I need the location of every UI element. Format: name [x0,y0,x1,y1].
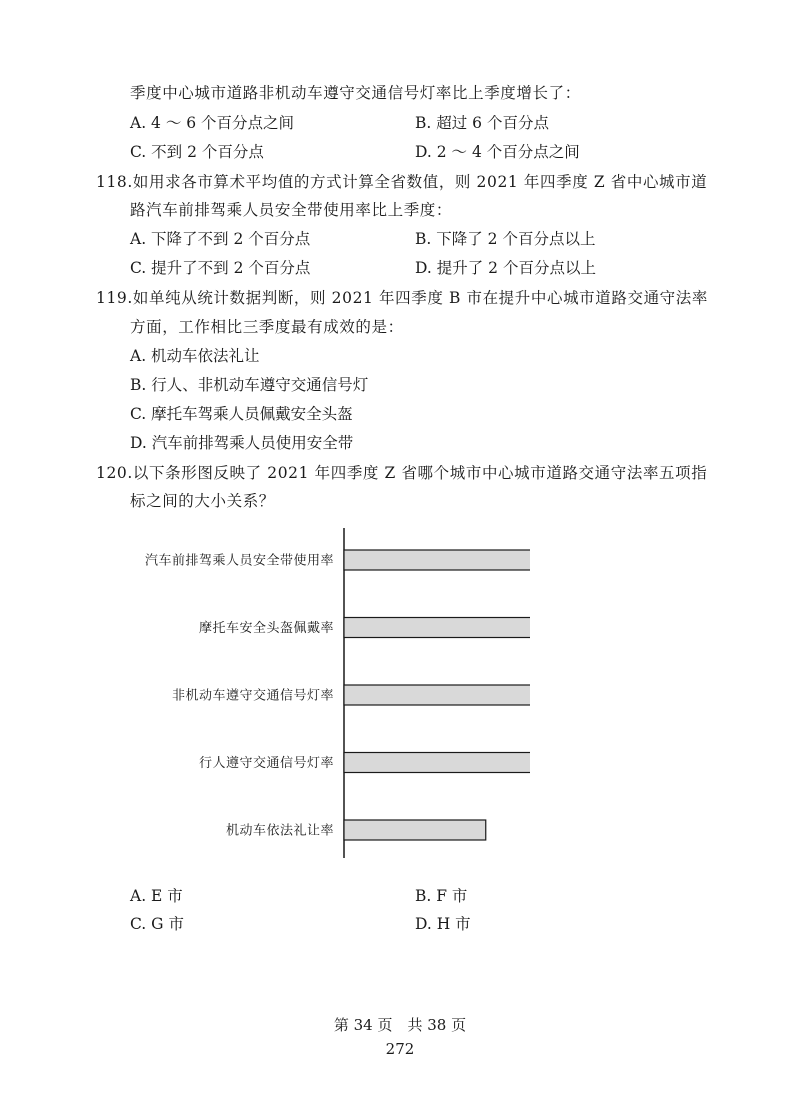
q119-stem-line2: 方面，工作相比三季度最有成效的是： [130,318,404,336]
bar-5 [344,820,486,840]
bar-4 [344,753,530,773]
bar-label-1: 汽车前排驾乘人员安全带使用率 [144,553,334,569]
q118-stem-line2: 路汽车前排驾乘人员安全带使用率比上季度： [130,201,453,219]
page-info: 第 34 页 共 38 页 [333,1016,467,1034]
q119-option-c[interactable]: C. 摩托车驾乘人员佩戴安全头盔 [130,405,353,423]
bar-label-5: 机动车依法礼让率 [225,823,334,839]
q118-option-c[interactable]: C. 提升了不到 2 个百分点 [130,259,311,277]
q119-number: 119. [96,289,133,307]
bar-1 [344,550,530,570]
q120-stem-line2: 标之间的大小关系？ [130,492,275,510]
q118-option-d[interactable]: D. 提升了 2 个百分点以上 [415,259,596,277]
q119-option-a[interactable]: A. 机动车依法礼让 [130,347,260,365]
q119-stem-text1: 如单纯从统计数据判断，则 2021 年四季度 B 市在提升中心城市道路交通守法率 [132,289,708,307]
q120-option-c[interactable]: C. G 市 [130,915,184,933]
q120-stem-line1 [96,463,707,483]
q120-stem-text1: 以下条形图反映了 2021 年四季度 Z 省哪个城市中心城市道路交通守法率五项指 [132,464,708,482]
q117-option-a[interactable]: A. 4 ～ 6 个百分点之间 [130,114,295,132]
q117-option-b[interactable]: B. 超过 6 个百分点 [415,114,549,132]
q118-option-b[interactable]: B. 下降了 2 个百分点以上 [415,230,596,248]
q117-option-d[interactable]: D. 2 ～ 4 个百分点之间 [415,143,580,161]
q120-number: 120. [96,464,133,482]
bar-2 [344,618,530,638]
q119-option-b[interactable]: B. 行人、非机动车遵守交通信号灯 [130,376,369,394]
q119-option-d[interactable]: D. 汽车前排驾乘人员使用安全带 [130,434,354,452]
q118-stem-line1 [96,172,707,192]
bar-label-3: 非机动车遵守交通信号灯率 [171,688,334,704]
q118-number: 118. [96,173,133,191]
q118-option-a[interactable]: A. 下降了不到 2 个百分点 [130,230,311,248]
page-number: 272 [385,1040,415,1058]
q118-stem-text1: 如用求各市算术平均值的方式计算全省数值，则 2021 年四季度 Z 省中心城市道 [132,173,708,191]
bar-label-2: 摩托车安全头盔佩戴率 [198,621,334,636]
q117-stem-tail: 季度中心城市道路非机动车遵守交通信号灯率比上季度增长了： [130,84,581,102]
q120-bar-chart [110,520,530,865]
q120-option-b[interactable]: B. F 市 [415,887,468,905]
q120-option-d[interactable]: D. H 市 [415,915,471,933]
bar-3 [344,685,530,705]
q117-option-c[interactable]: C. 不到 2 个百分点 [130,143,264,161]
bar-label-4: 行人遵守交通信号灯率 [198,756,334,771]
q119-stem-line1 [96,288,708,308]
q120-option-a[interactable]: A. E 市 [130,887,183,905]
